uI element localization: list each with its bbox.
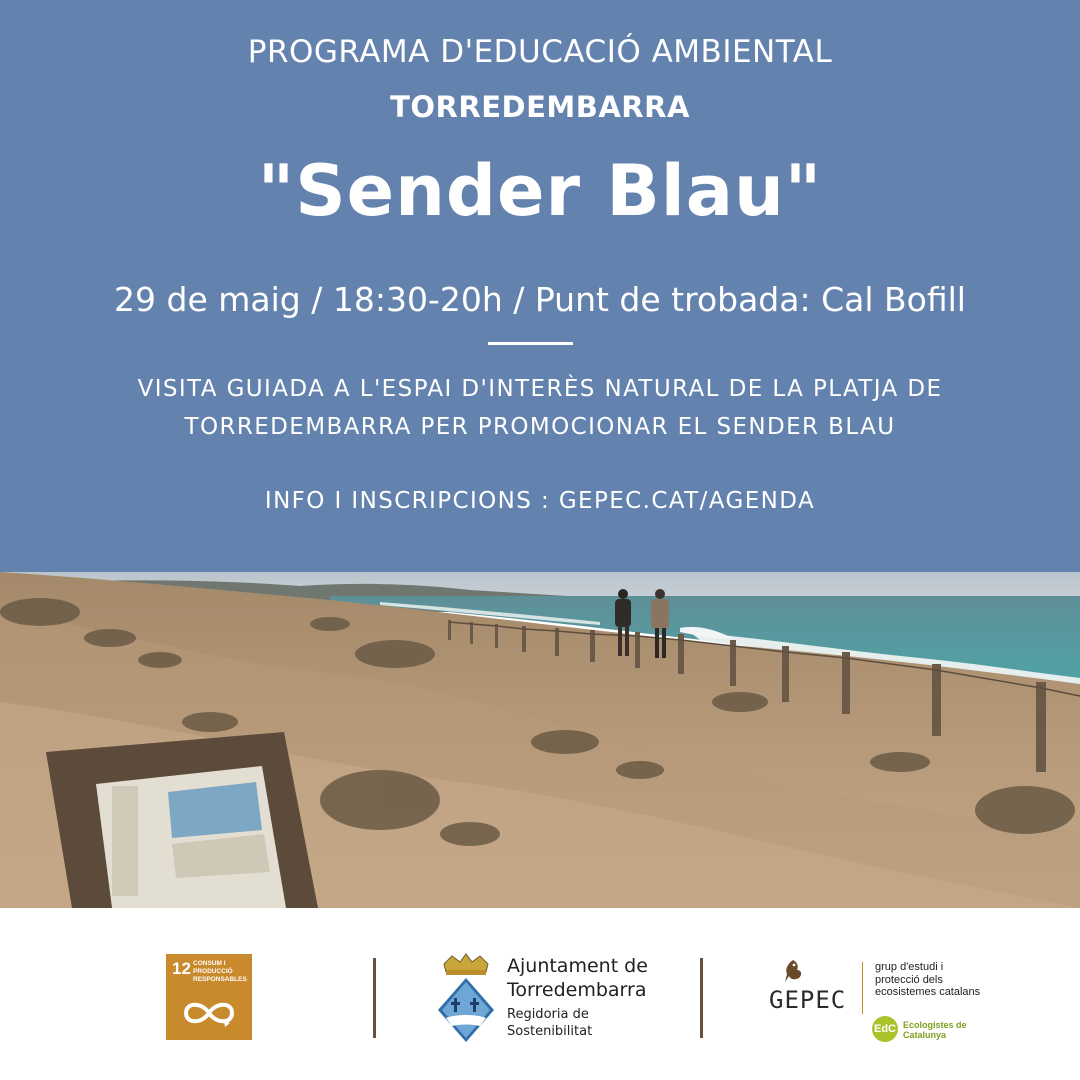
description-line-1: VISITA GUIADA A L'ESPAI D'INTERÈS NATURAL DE LA PLATJA DE [137, 376, 943, 402]
sdg-12-badge [166, 954, 252, 1040]
description-line-2: TORREDEMBARRA PER PROMOCIONAR EL SENDER BLAU [184, 414, 896, 440]
footer-logos [0, 908, 1080, 1080]
info-link: INFO I INSCRIPCIONS : GEPEC.CAT/AGENDA [264, 488, 816, 514]
gepec-tagline: grup d'estudi i protecció dels ecosistemes catalans [875, 961, 981, 998]
bird-icon [781, 958, 805, 986]
divider [488, 342, 573, 345]
separator-2 [700, 958, 703, 1038]
ajuntament-department: Regidoria de Sostenibilitat [507, 1007, 593, 1039]
gepec-logo: GEPEC [769, 986, 847, 1014]
event-description [60, 370, 1020, 446]
program-label: PROGRAMA D'EDUCACIÓ AMBIENTAL [247, 34, 833, 70]
event-datetime-place: 29 de maig / 18:30-20h / Punt de trobada: Cal Bofill [114, 280, 966, 319]
sdg-number: 12 [172, 959, 191, 978]
infinity-icon [178, 998, 240, 1028]
edc-name: Ecologistes de Catalunya [903, 1020, 967, 1040]
sdg-text: CONSUM I PRODUCCIÓ RESPONSABLES [193, 960, 247, 983]
separator-1 [373, 958, 376, 1038]
event-title: "Sender Blau" [257, 150, 823, 232]
town-label: TORREDEMBARRA [390, 90, 690, 124]
gepec-divider [862, 962, 863, 1014]
crest-icon [436, 952, 496, 1044]
edc-badge: EdC [872, 1016, 898, 1042]
ajuntament-name: Ajuntament de Torredembarra [507, 955, 648, 1001]
beach-photo [0, 572, 1080, 908]
